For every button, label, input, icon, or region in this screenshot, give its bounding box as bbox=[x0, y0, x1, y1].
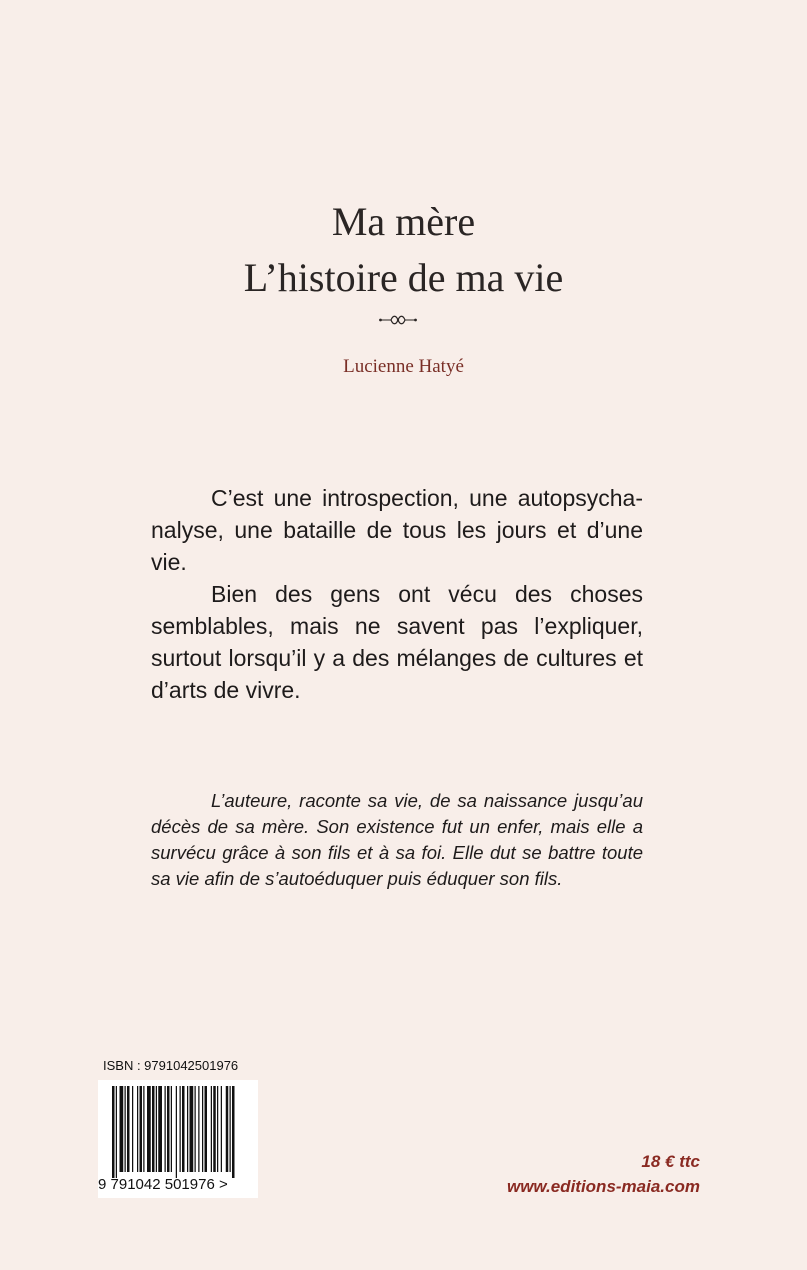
fleuron-ornament-icon bbox=[378, 312, 418, 328]
blurb-paragraph: L’auteure, raconte sa vie, de sa naissance jusqu’au décès de sa mère. Son existence fut un enfer, mais elle a survécu grâce à son fils et à sa foi. Elle dut se battre toute sa vie afin de s’autoéduquer puis éduquer son fils. bbox=[151, 790, 643, 889]
summary-paragraph-2: Bien des gens ont vécu des choses semblables, mais ne savent pas l’expliquer, surtout lorsqu’il y a des mélanges de cultures et d’arts de vivre. bbox=[151, 581, 643, 703]
book-title bbox=[0, 194, 807, 306]
barcode bbox=[98, 1080, 258, 1198]
author-blurb bbox=[151, 788, 643, 892]
barcode-bars-icon bbox=[98, 1080, 258, 1178]
author-name: Lucienne Hatyé bbox=[343, 356, 464, 377]
barcode-digits: 9 791042 501976 > bbox=[98, 1176, 228, 1193]
publisher-website[interactable]: www.editions-maia.com bbox=[506, 1177, 700, 1196]
title-line-2: L’histoire de ma vie bbox=[243, 255, 564, 300]
summary-text bbox=[151, 482, 643, 706]
summary-paragraph-1: C’est une introspection, une autopsycha-nalyse, une bataille de tous les jours et d’une vie. bbox=[151, 485, 643, 575]
isbn-label: ISBN : 9791042501976 bbox=[103, 1058, 239, 1073]
title-line-1: Ma mère bbox=[331, 199, 476, 244]
price: 18 € ttc bbox=[641, 1152, 700, 1171]
